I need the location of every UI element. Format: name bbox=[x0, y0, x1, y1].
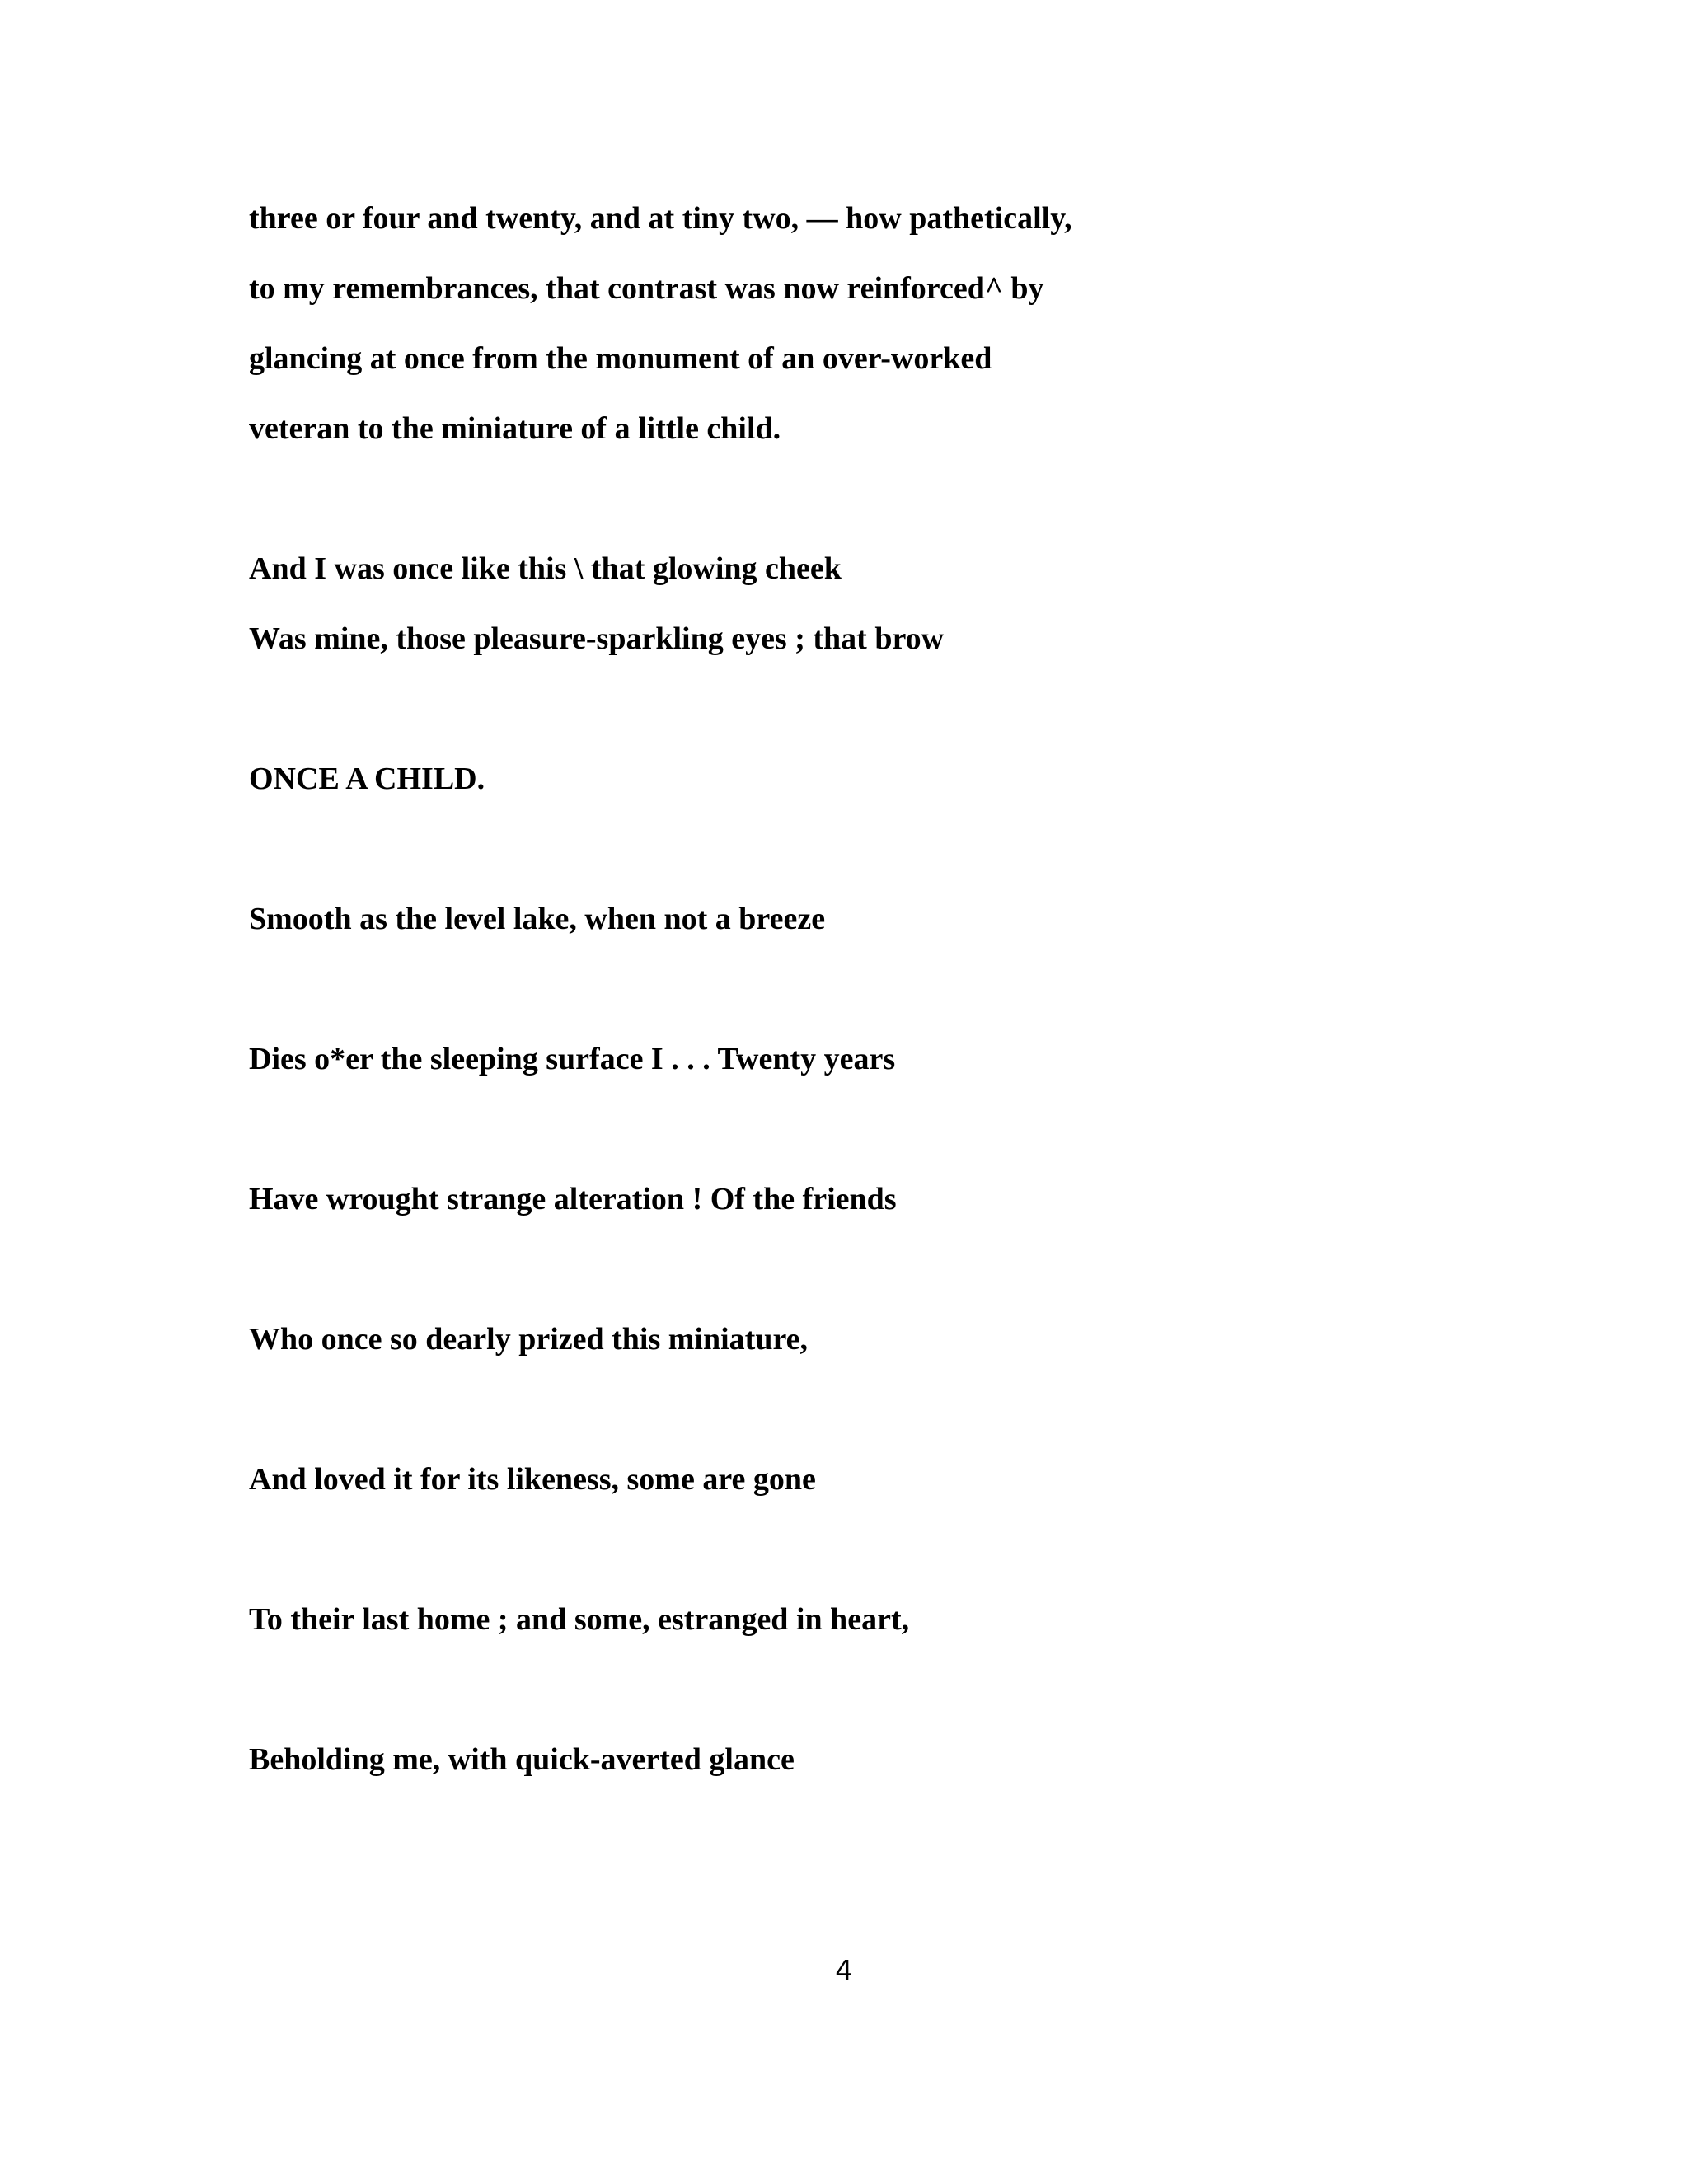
poem-line: Beholding me, with quick-averted glance bbox=[249, 1742, 795, 1777]
poem-line: Smooth as the level lake, when not a breeze bbox=[249, 902, 826, 936]
poem-line: Have wrought strange alteration ! Of the friends bbox=[249, 1182, 897, 1216]
poem-line: Who once so dearly prized this miniature, bbox=[249, 1322, 809, 1357]
verse-intro-line: Was mine, those pleasure-sparkling eyes ; that brow bbox=[249, 621, 945, 656]
paragraph-line: veteran to the miniature of a little child. bbox=[249, 411, 781, 446]
verse-intro-line: And I was once like this \ that glowing cheek bbox=[249, 551, 842, 586]
poem-line: And loved it for its likeness, some are gone bbox=[249, 1462, 816, 1497]
section-heading: ONCE A CHILD. bbox=[249, 762, 485, 796]
poem-line: Dies o*er the sleeping surface I . . . Twenty years bbox=[249, 1042, 896, 1076]
paragraph-line: glancing at once from the monument of an over-worked bbox=[249, 341, 992, 376]
poem-line: To their last home ; and some, estranged in heart, bbox=[249, 1602, 910, 1637]
page-number: 4 bbox=[835, 1955, 853, 1988]
paragraph-line: three or four and twenty, and at tiny two, — how pathetically, bbox=[249, 201, 1072, 236]
paragraph-line: to my remembrances, that contrast was now reinforced^ by bbox=[249, 271, 1044, 306]
